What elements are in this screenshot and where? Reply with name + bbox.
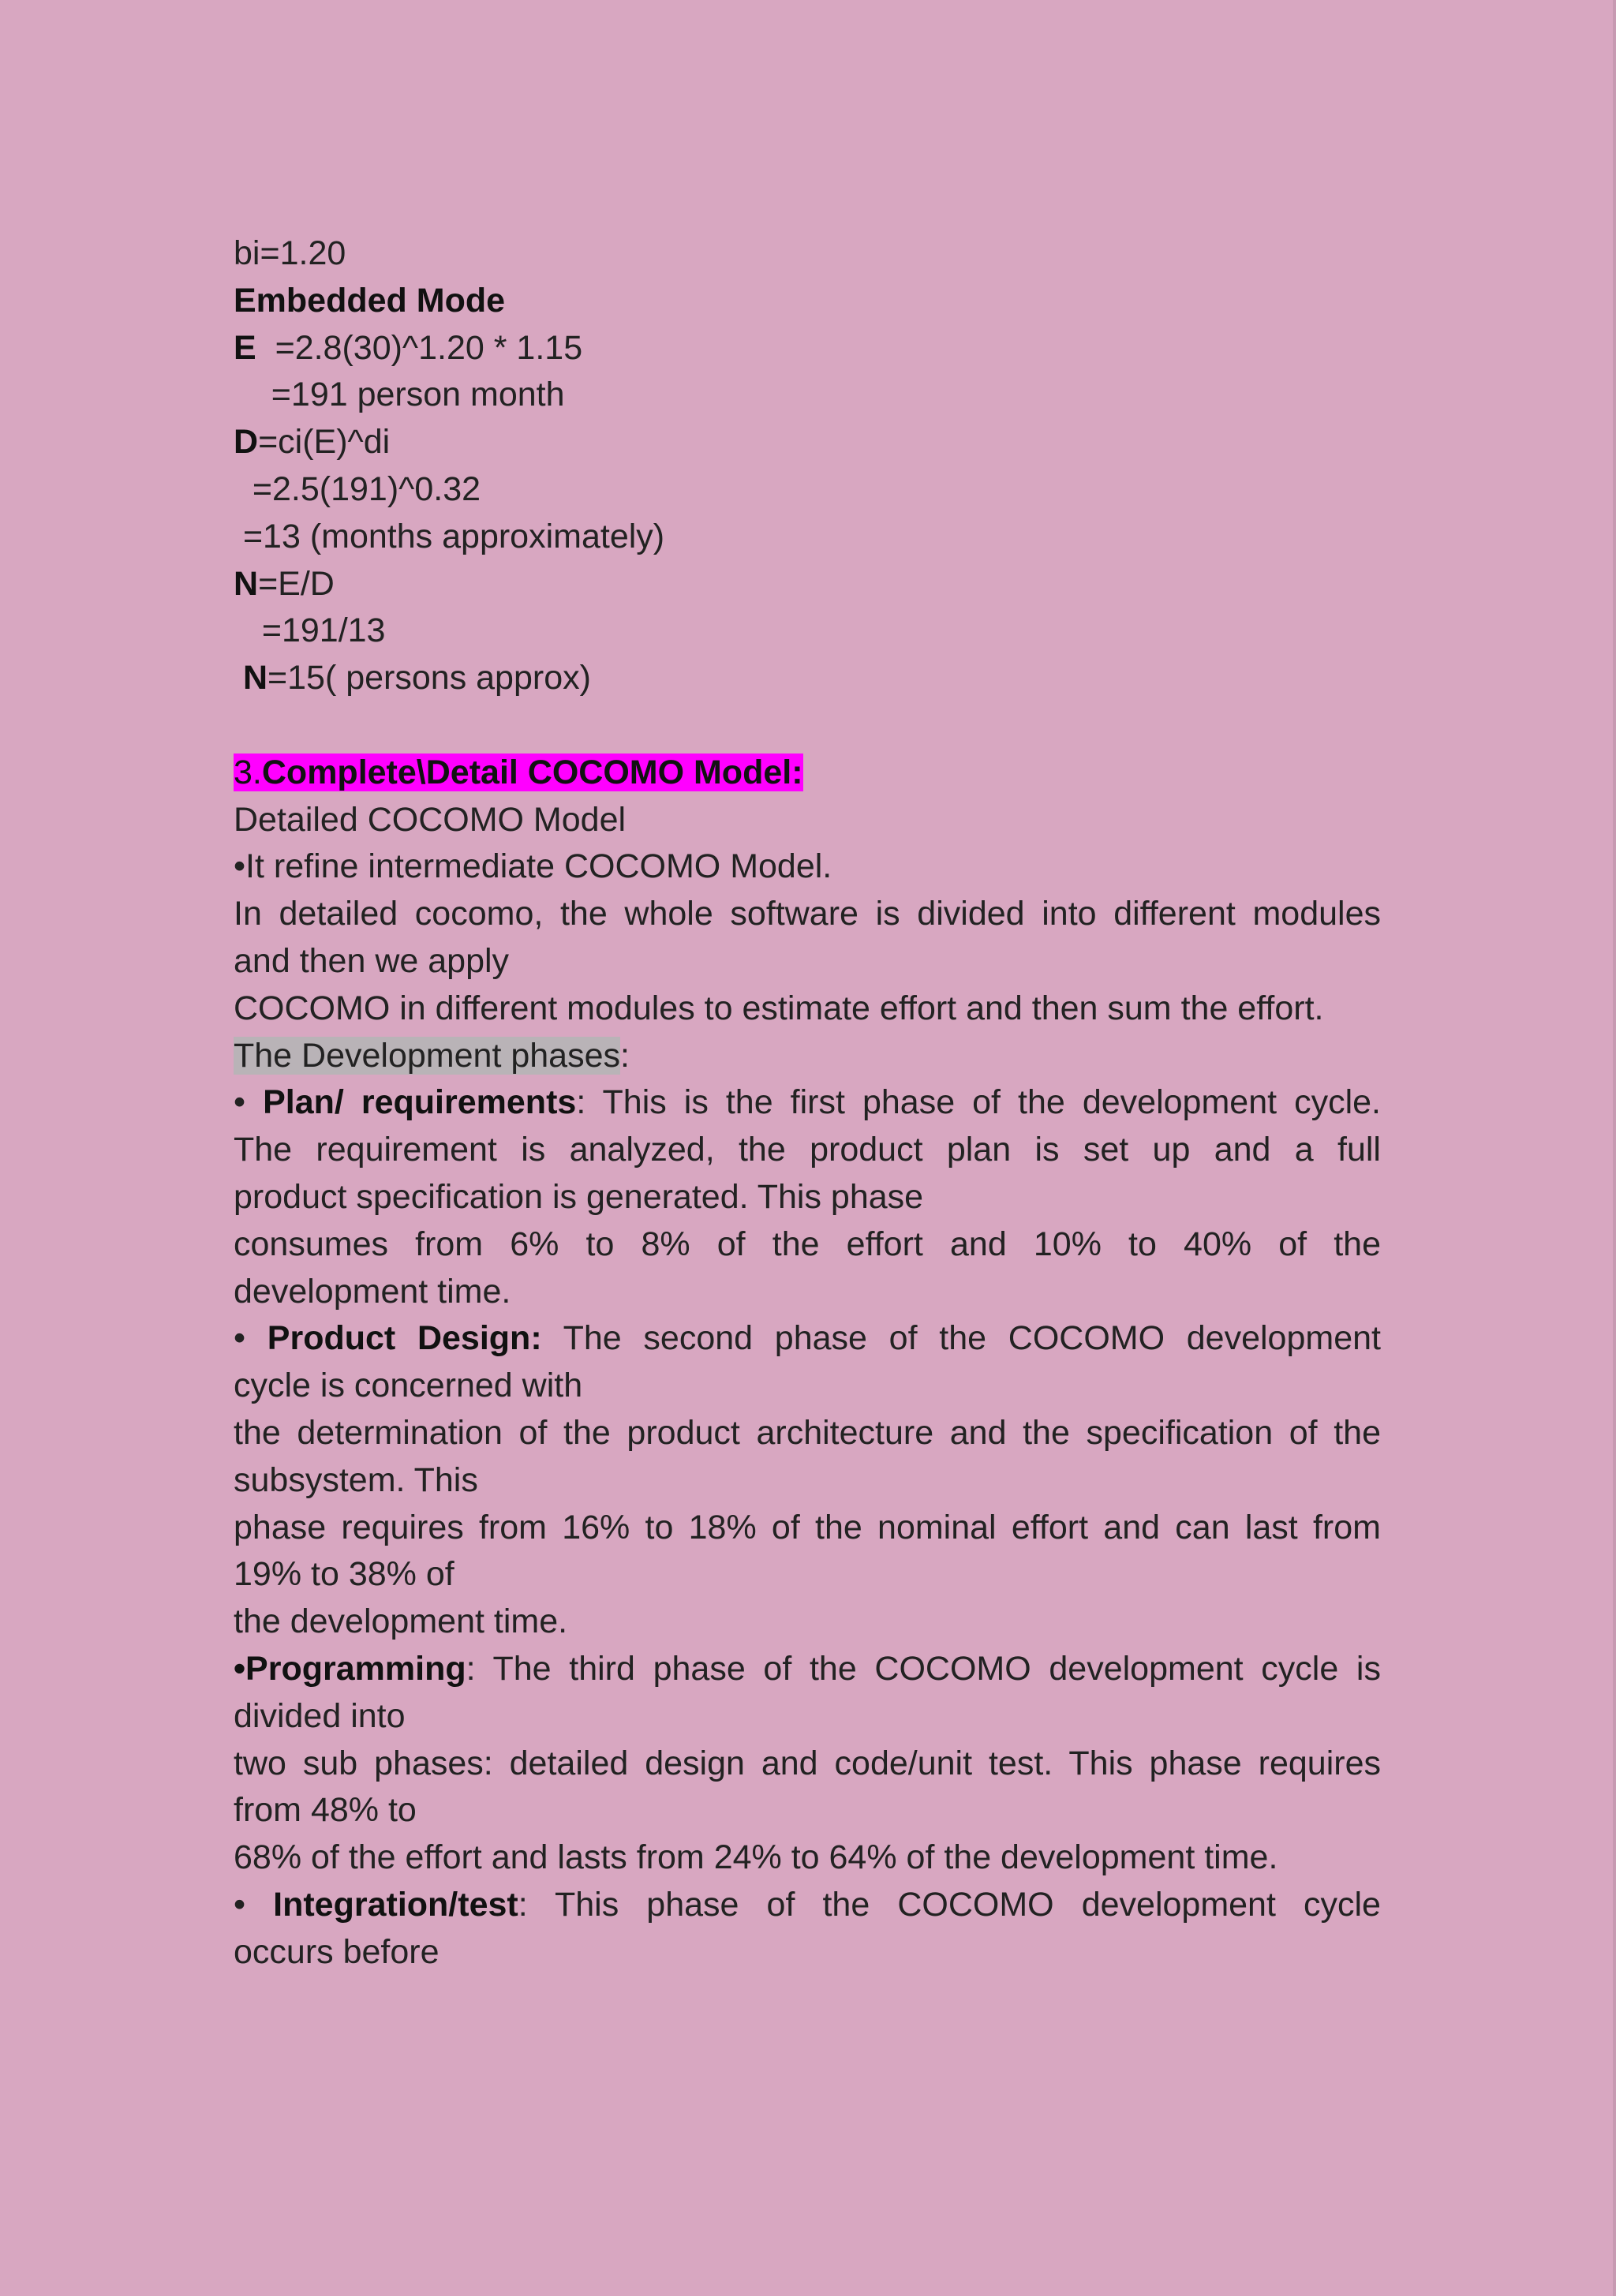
persons-result-text: =15( persons approx) [267,659,591,697]
integration-line-2: occurs before [234,1932,440,1971]
design-line-1 [234,1315,1381,1363]
programming-line-4: from 48% to [234,1791,417,1830]
effort-result: =191 person month [234,376,565,414]
persons-result-label: N [242,659,268,697]
section-heading [234,750,1381,797]
effort-formula-text: =2.8(30)^1.20 * 1.15 [256,328,583,367]
design-title: Product Design: [267,1319,542,1358]
duration-substitution: =2.5(191)^0.32 [234,469,481,508]
plan-line-4: consumes from 6% to 8% of the effort and 10% to 40% of the [234,1225,1381,1263]
programming-text-1: : The third phase of the COCOMO development cycle is [466,1649,1381,1688]
persons-result [234,655,1381,702]
plan-bullet: • [234,1083,264,1122]
programming-line-5: 68% of the effort and lasts from 24% to 64% of the development time. [234,1838,1278,1877]
integration-bullet: • [234,1885,274,1924]
plan-text-1: : This is the first phase of the development cycle. [576,1083,1381,1122]
persons-formula-text: =E/D [258,564,335,603]
design-text-1: The second phase of the COCOMO development [541,1319,1381,1358]
section-subtitle: Detailed COCOMO Model [234,800,627,839]
phases-heading-colon: : [620,1036,630,1075]
page-edge [1613,0,1616,2296]
effort-label: E [234,328,256,367]
duration-label: D [234,423,259,462]
effort-formula [234,325,1381,372]
paragraph-gap [234,702,1381,750]
phases-heading-highlight: The Development phases [234,1036,621,1075]
design-line-3: the determination of the product architecture and the specification of the [234,1413,1381,1452]
plan-title: Plan/ requirements [263,1083,577,1122]
design-line-6: 19% to 38% of [234,1555,454,1594]
programming-title: •Programming [234,1649,466,1688]
duration-formula [234,419,1381,466]
integration-text-1: : This phase of the COCOMO development cycle [518,1885,1381,1924]
persons-formula [234,561,1381,608]
section-heading-number: 3. [234,753,262,791]
duration-result: =13 (months approximately) [234,517,665,555]
mode-title: Embedded Mode [234,281,506,320]
section-heading-highlight [234,753,803,791]
programming-line-2: divided into [234,1696,406,1735]
persons-label: N [234,564,259,603]
plan-line-3: product specification is generated. This phase [234,1177,924,1216]
design-line-4: subsystem. This [234,1460,478,1499]
intro-line-3: COCOMO in different modules to estimate effort and then sum the effort. [234,989,1324,1027]
design-line-7: the development time. [234,1602,568,1641]
plan-line-5: development time. [234,1272,511,1311]
persons-substitution: =191/13 [234,611,386,650]
design-line-2: cycle is concerned with [234,1367,583,1405]
design-bullet: • [234,1319,267,1358]
intro-line-1: In detailed cocomo, the whole software is divided into different modules [234,895,1381,933]
programming-line-3: two sub phases: detailed design and code/unit test. This phase requires [234,1744,1381,1782]
section-heading-text: Complete\Detail COCOMO Model: [261,753,803,791]
intro-line-2: and then we apply [234,941,510,980]
bi-value: bi=1.20 [234,234,346,272]
design-line-5: phase requires from 16% to 18% of the nominal effort and can last from [234,1508,1381,1546]
phases-heading [234,1033,1381,1080]
programming-line-1 [234,1646,1381,1693]
plan-line-2: The requirement is analyzed, the product plan is set up and a full [234,1131,1381,1169]
integration-title: Integration/test [273,1885,518,1924]
document-body [234,230,1381,1976]
integration-line-1 [234,1882,1381,1929]
plan-line-1 [234,1079,1381,1127]
refine-bullet: •It refine intermediate COCOMO Model. [234,847,832,886]
duration-formula-text: =ci(E)^di [258,423,391,462]
